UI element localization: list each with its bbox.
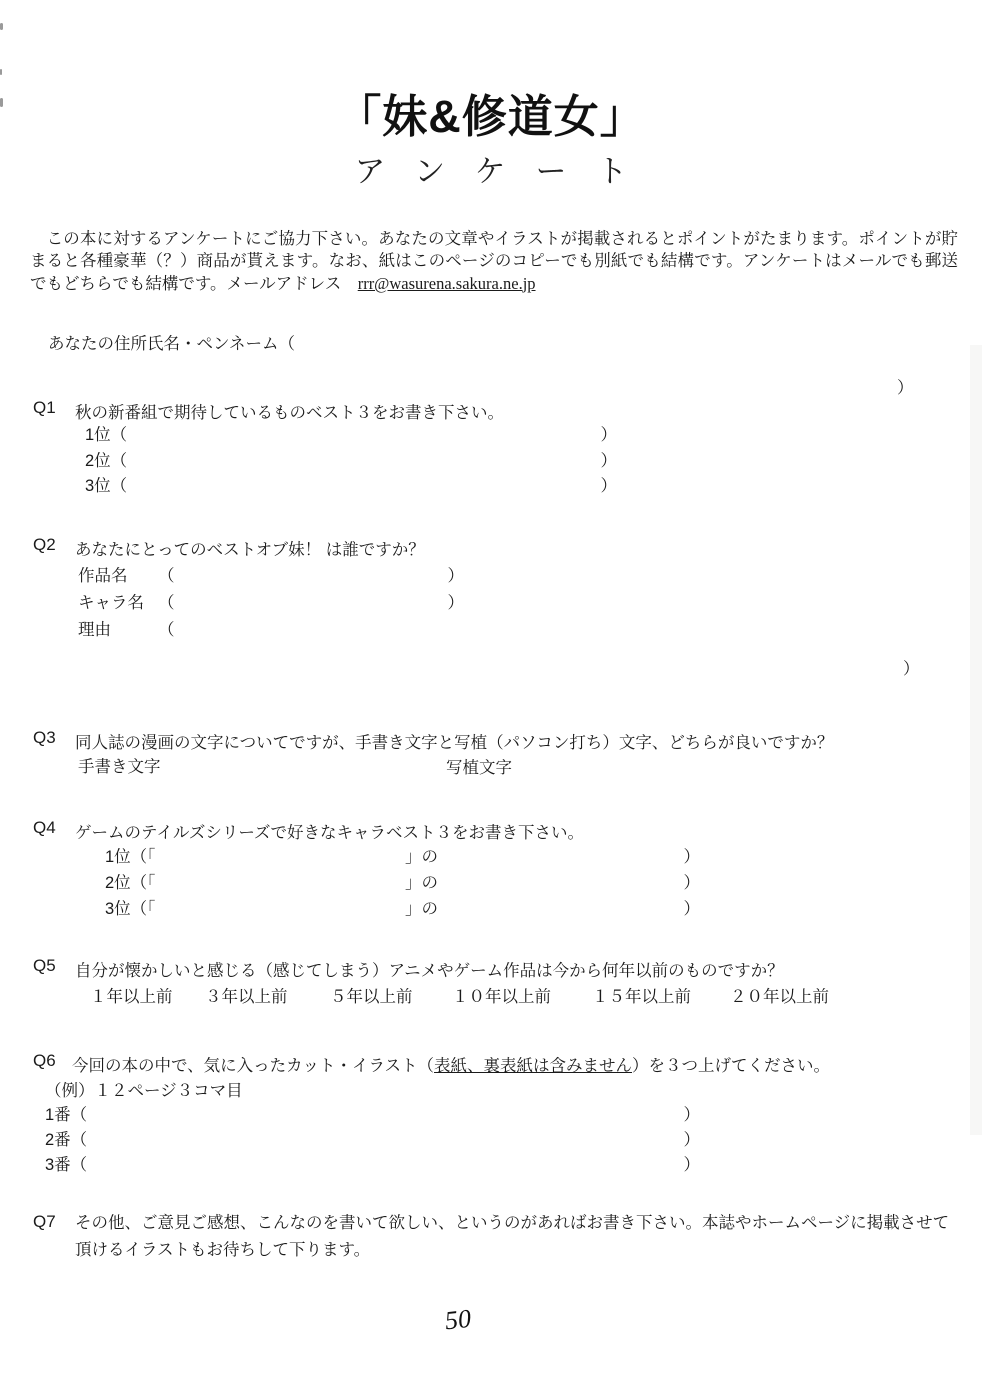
q5-option-5years: ５年以上前 [330, 988, 413, 1006]
q1-rank2-label: 2位（ [85, 452, 128, 470]
q2-title-close: ） [447, 567, 464, 585]
q2-blank-reason [78, 616, 464, 640]
q6-question-underlined: 表紙、裏表紙は含みません [434, 1057, 633, 1075]
q4-number: Q4 [33, 818, 56, 837]
page-number: 50 [443, 1303, 473, 1336]
q3-option-typeset: 写植文字 [446, 759, 512, 777]
q6-question-after: ）を３つ上げてください。 [632, 1057, 831, 1075]
q1-blank-rank3 [85, 472, 617, 496]
address-field-label: あなたの住所氏名・ペンネーム（ [48, 335, 296, 353]
q2-character-open: （ [158, 594, 175, 612]
q2-reason-open: （ [158, 621, 175, 639]
scan-artifact [0, 69, 2, 75]
address-field-close-paren: ） [897, 379, 914, 397]
q5-option-20years: ２０年以上前 [730, 988, 829, 1006]
page-subtitle: アンケート [354, 154, 658, 189]
q2-title-open: （ [158, 567, 175, 585]
q6-pick2-close: ） [683, 1131, 700, 1149]
q6-pick2-label: 2番（ [45, 1131, 88, 1149]
q6-pick3-label: 3番（ [45, 1156, 88, 1174]
q2-blank-title [78, 562, 464, 586]
q5-option-15years: １５年以上前 [592, 988, 691, 1006]
q1-rank1-label: 1位（ [85, 426, 128, 444]
q4-rank3-label: 3位（「 [105, 900, 156, 918]
q6-pick1-close: ） [683, 1106, 700, 1124]
q7-number: Q7 [33, 1212, 56, 1231]
q3-number: Q3 [33, 728, 56, 747]
q4-rank3-mid: 」の [405, 900, 438, 918]
intro-text: この本に対するアンケートにご協力下さい。あなたの文章やイラストが掲載されるとポイントがたまります。ポイントが貯まると各種豪華（？）商品が貰えます。なお、紙はこのページのコピーでも別紙でも結構です。アンケートはメールでも郵送でもどちらでも結構です。メールアドレス [30, 230, 958, 293]
q5-question: 自分が懐かしいと感じる（感じてしまう）アニメやゲーム作品は今から何年以前のものですか？ [75, 962, 784, 980]
page-title: 「妹&修道女」 [336, 91, 646, 142]
q1-blank-rank2 [85, 447, 617, 471]
q2-number: Q2 [33, 535, 56, 554]
q4-blank-rank3 [105, 895, 700, 919]
q6-blank-pick2 [45, 1126, 700, 1150]
q6-question [72, 1052, 830, 1076]
q4-rank2-label: 2位（「 [105, 874, 156, 892]
q6-pick1-label: 1番（ [45, 1106, 88, 1124]
q6-blank-pick3 [45, 1151, 700, 1175]
q1-question: 秋の新番組で期待しているものベスト３をお書き下さい。 [75, 404, 504, 422]
q6-number: Q6 [33, 1051, 56, 1070]
q6-example: （例）１２ページ３コマ目 [45, 1082, 243, 1100]
q2-question: あなたにとってのベストオブ妹！ は誰ですか？ [75, 541, 425, 559]
q3-option-handwritten: 手書き文字 [78, 758, 161, 776]
intro-paragraph [30, 229, 958, 295]
q5-option-3years: ３年以上前 [205, 988, 288, 1006]
q6-blank-pick1 [45, 1101, 700, 1125]
q1-number: Q1 [33, 398, 56, 417]
q1-rank3-close: ） [600, 477, 617, 495]
q4-rank1-mid: 」の [405, 848, 438, 866]
q2-character-label: キャラ名 [78, 594, 144, 612]
q6-question-before: 今回の本の中で、気に入ったカット・イラスト（ [72, 1057, 435, 1075]
q1-blank-rank1 [85, 421, 617, 445]
q1-rank2-close: ） [600, 452, 617, 470]
scan-artifact [0, 23, 3, 30]
q1-rank1-close: ） [600, 426, 617, 444]
q5-option-1year: １年以上前 [90, 988, 173, 1006]
q7-question: その他、ご意見ご感想、こんなのを書いて欲しい、というのがあればお書き下さい。本誌やホームページに掲載させて頂けるイラストもお待ちして下ります。 [75, 1214, 950, 1259]
q4-question: ゲームのテイルズシリーズで好きなキャラベスト３をお書き下さい。 [75, 824, 585, 842]
q4-rank2-mid: 」の [405, 874, 438, 892]
email-address: rrr@wasurena.sakura.ne.jp [357, 273, 536, 293]
q4-rank1-close: ） [683, 848, 700, 866]
q5-number: Q5 [33, 956, 56, 975]
q2-reason-overflow-close-paren: ） [903, 660, 920, 678]
q3-question: 同人誌の漫画の文字についてですが、手書き文字と写植（パソコン打ち）文字、どちらが良いですか？ [75, 734, 834, 752]
q4-blank-rank2 [105, 869, 700, 893]
q5-option-10years: １０年以上前 [452, 988, 551, 1006]
q1-rank3-label: 3位（ [85, 477, 128, 495]
q4-blank-rank1 [105, 843, 700, 867]
q2-reason-label: 理由 [78, 621, 111, 639]
q2-title-label: 作品名 [78, 567, 128, 585]
q4-rank3-close: ） [683, 900, 700, 918]
q4-rank1-label: 1位（「 [105, 848, 156, 866]
q2-character-close: ） [447, 594, 464, 612]
q2-blank-character [78, 589, 464, 613]
scan-edge-shadow [970, 345, 982, 1135]
q6-pick3-close: ） [683, 1156, 700, 1174]
q4-rank2-close: ） [683, 874, 700, 892]
